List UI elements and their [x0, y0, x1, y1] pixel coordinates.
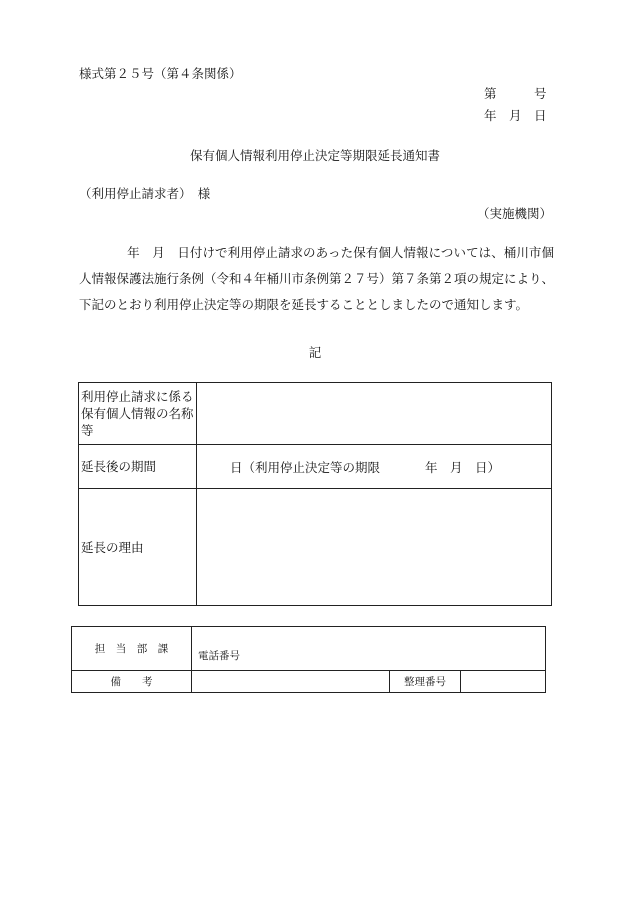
form-number: 様式第２５号（第４条関係）: [79, 66, 242, 81]
extension-reason-value: [197, 489, 552, 606]
table-row: [79, 383, 552, 445]
dept-value: [192, 627, 546, 671]
notice-table: [78, 382, 552, 606]
body-paragraph: [79, 240, 554, 318]
extended-period-value: [197, 445, 552, 489]
recipient: （利用停止請求者） 様: [79, 186, 211, 201]
period-days: 日（利用停止決定等の期限: [230, 459, 381, 475]
page-title: 保有個人情報利用停止決定等期限延長通知書: [189, 148, 440, 163]
remarks-value: [192, 671, 390, 693]
table-row: [72, 671, 546, 693]
office-table: [71, 626, 546, 693]
extension-reason-label: 延長の理由: [79, 489, 197, 606]
ref-number-value: [461, 671, 546, 693]
table-row: [79, 489, 552, 606]
table-row: [72, 627, 546, 671]
issuer: （実施機関）: [476, 206, 552, 221]
period-deadline-date: 年 月 日）: [425, 459, 501, 475]
table-row: [79, 445, 552, 489]
ref-number-label: 整理番号: [390, 671, 461, 693]
dept-label: 担 当 部 課: [72, 627, 192, 671]
document-date: 年 月 日: [484, 108, 547, 123]
phone-label: 電話番号: [198, 650, 240, 662]
ki-heading: 記: [308, 345, 322, 360]
target-info-value: [197, 383, 552, 445]
target-info-label: 利用停止請求に係る保有個人情報の名称等: [79, 383, 197, 445]
remarks-label: 備 考: [72, 671, 192, 693]
body-text: 年 月 日付けで利用停止請求のあった保有個人情報については、桶川市個人情報保護法施行条例（令和４年桶川市条例第２７号）第７条第２項の規定により、下記のとおり利用停止決定等の期限を延長することとしましたので通知します。: [79, 245, 555, 312]
extended-period-label: 延長後の期間: [79, 445, 197, 489]
document-number: 第 号: [484, 86, 547, 101]
